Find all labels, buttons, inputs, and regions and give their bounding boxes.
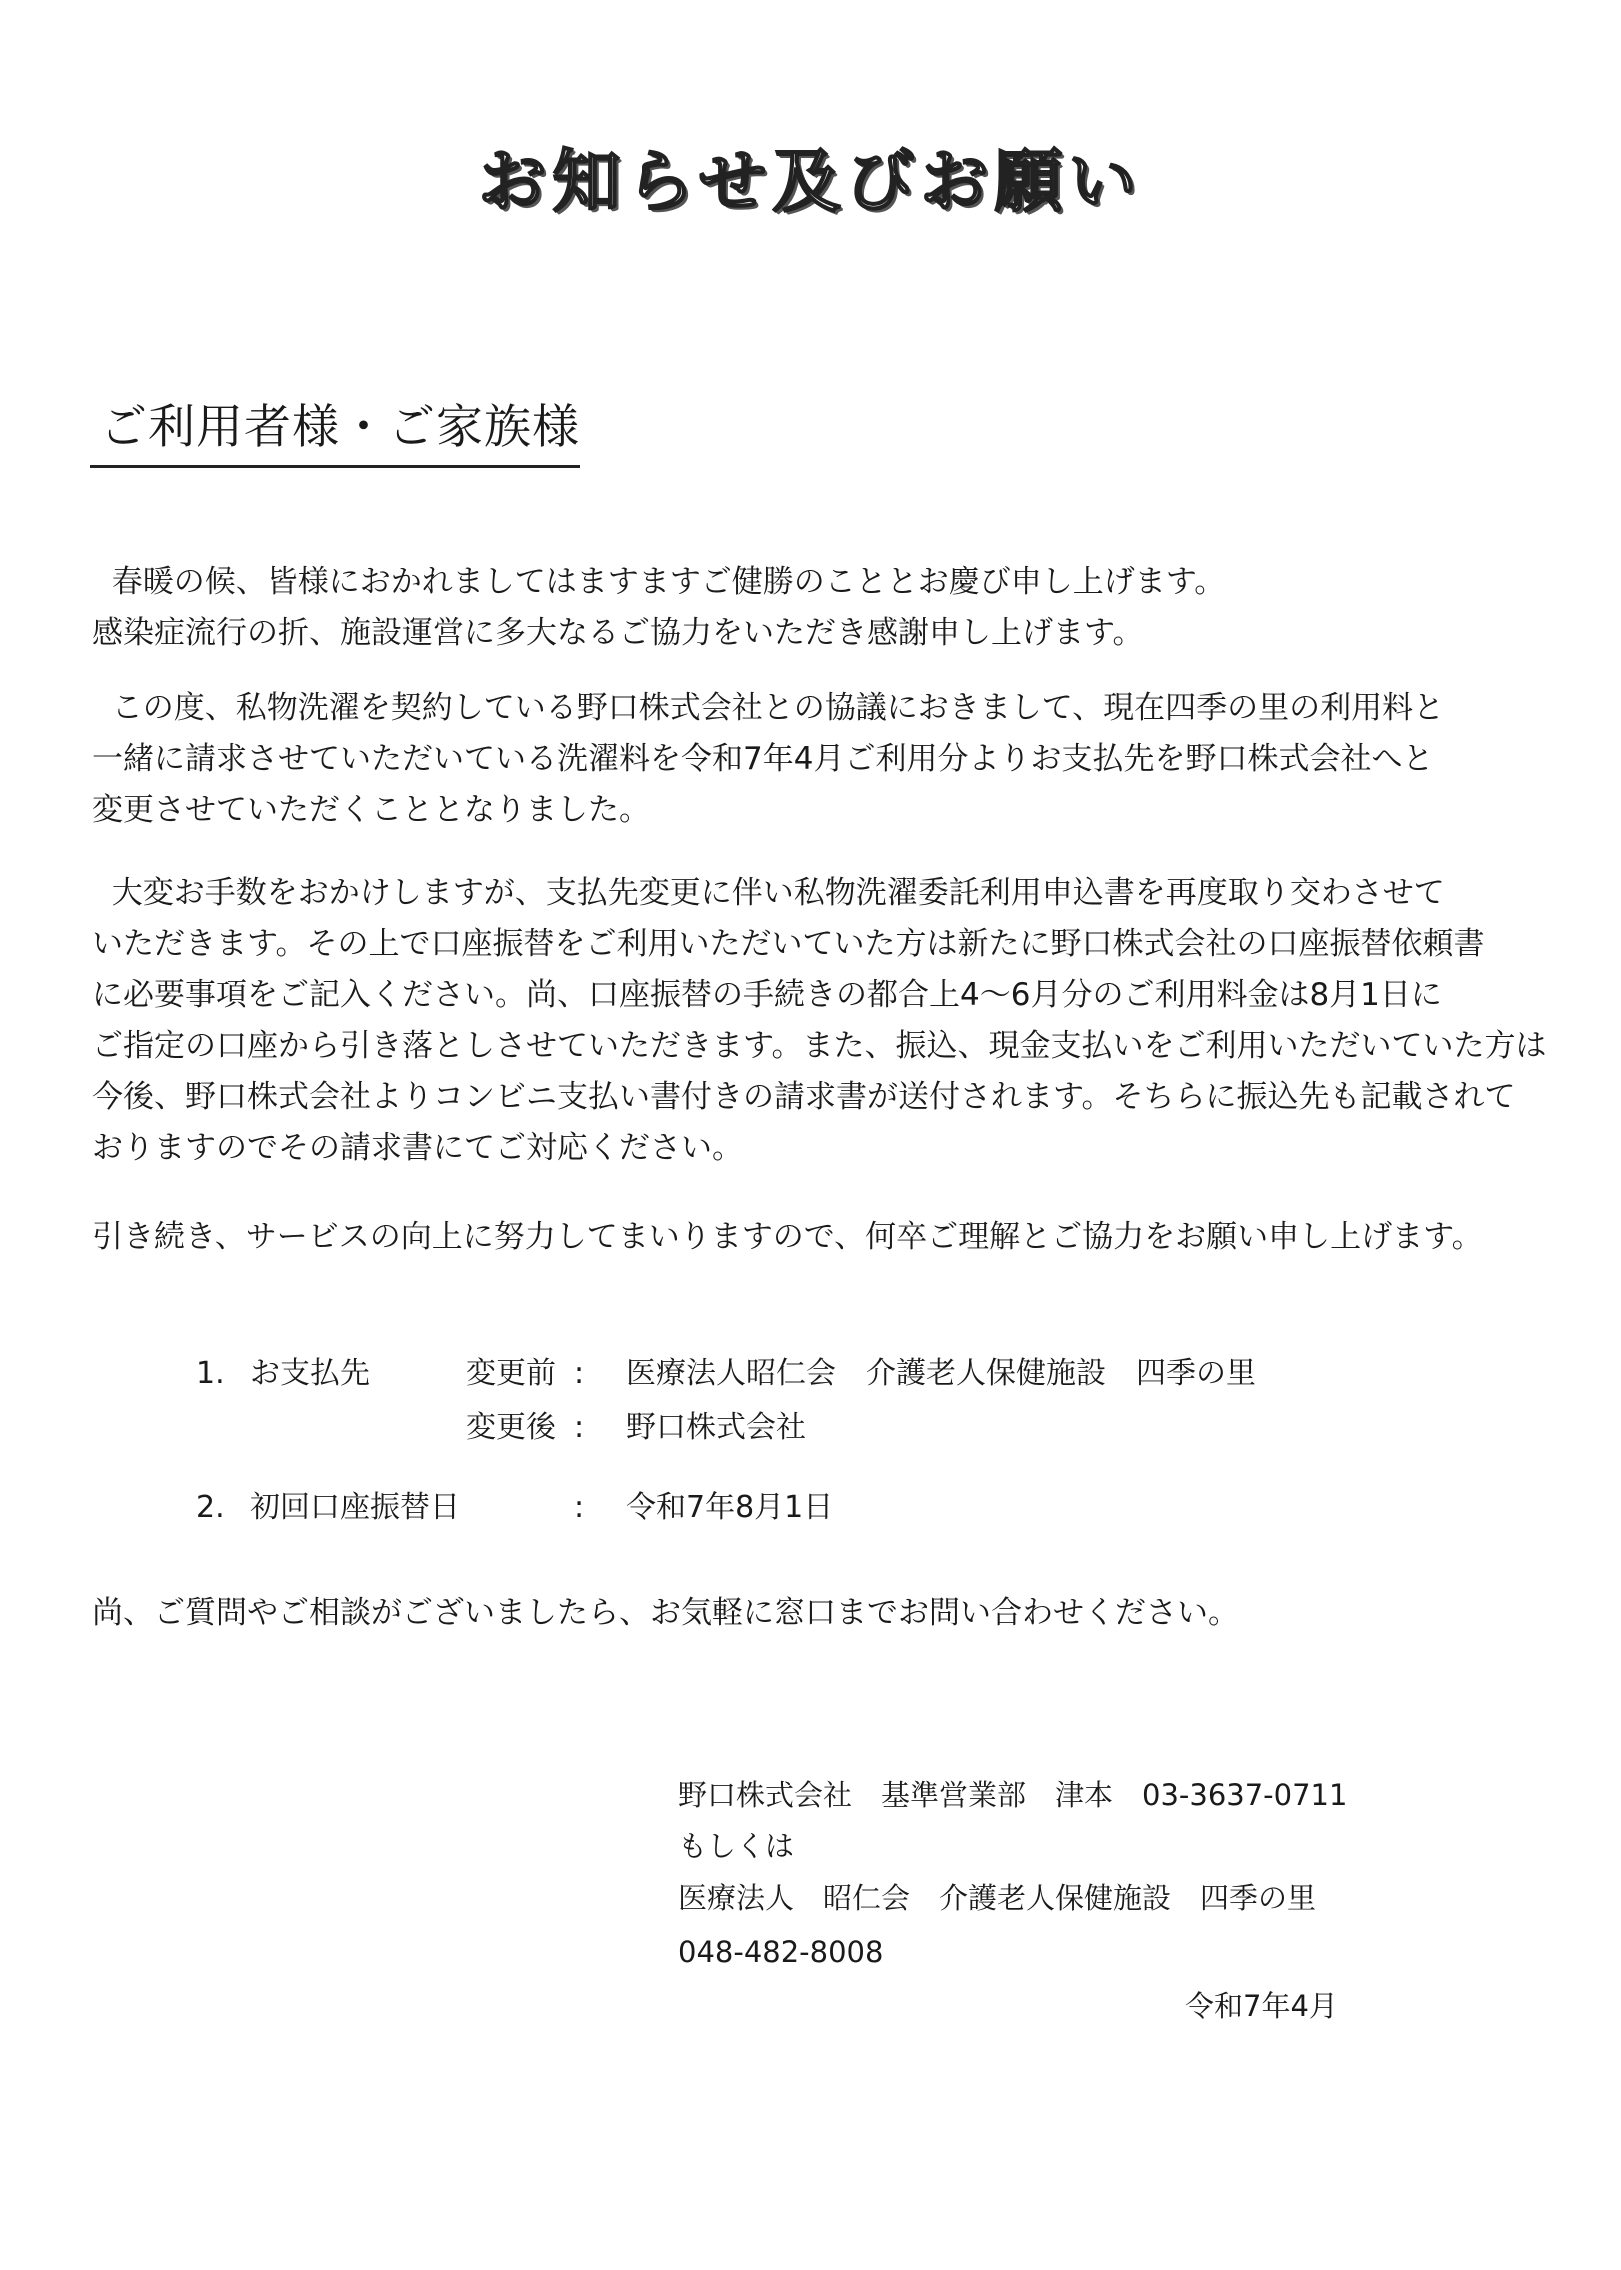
item1-before-label: 変更前 <box>466 1356 556 1391</box>
closing-line: 尚、ご質問やご相談がございましたら、お気軽に窓口までお問い合わせください。 <box>92 1595 1239 1631</box>
change-notice-paragraph: この度、私物洗濯を契約している野口株式会社との協議におきまして、現在四季の里の利用料と 一緒に請求させていただいている洗濯料を令和7年4月ご利用分よりお支払先を野口株式会社へと 変更させていただくこととなりました。 <box>92 690 1445 828</box>
item1-after-value: 野口株式会社 <box>626 1410 806 1445</box>
contact-or-line: もしくは <box>678 1829 795 1863</box>
issue-date: 令和7年4月 <box>1185 1989 1338 2023</box>
item1-before-colon: : <box>574 1356 585 1391</box>
addressee-heading: ご利用者様・ご家族様 <box>90 390 580 468</box>
item1-after-colon: : <box>574 1410 585 1445</box>
appreciation-paragraph: 引き続き、サービスの向上に努力してまいりますので、何卒ご理解とご協力をお願い申し上げます。 <box>92 1219 1483 1255</box>
item2-value: 令和7年8月1日 <box>626 1490 834 1525</box>
item2-colon: : <box>574 1490 585 1525</box>
item1-before-value: 医療法人昭仁会 介護老人保健施設 四季の里 <box>626 1356 1256 1391</box>
document-title: お知らせ及びお願い <box>478 143 1143 222</box>
item1-after-label: 変更後 <box>466 1410 556 1445</box>
item1-label: お支払先 <box>250 1356 370 1391</box>
item2-label: 初回口座振替日 <box>250 1490 460 1525</box>
procedure-paragraph: 大変お手数をおかけしますが、支払先変更に伴い私物洗濯委託利用申込書を再度取り交わさせて いただきます。その上で口座振替をご利用いただいていた方は新たに野口株式会社の口座振替依頼書 に必要事項をご記入ください。尚、口座振替の手続きの都合上4～6月分のご利用料金は8月1日に ご指定の口座から引き落としさせていただきます。また、振込、現金支払いをご利用いただいていた方は 今後、野口株式会社よりコンビニ支払い書付きの請求書が送付されます。そちらに振込先も記載されて おりますのでその請求書にてご対応ください。 <box>92 875 1547 1166</box>
greeting-paragraph: 春暖の候、皆様におかれましてはますますご健勝のこととお慶び申し上げます。 感染症流行の折、施設運営に多大なるご協力をいただき感謝申し上げます。 <box>92 564 1226 651</box>
contact-company-line: 野口株式会社 基準営業部 津本 03-3637-0711 <box>678 1778 1348 1812</box>
contact-facility-line: 医療法人 昭仁会 介護老人保健施設 四季の里 <box>678 1881 1317 1915</box>
contact-phone-line: 048-482-8008 <box>678 1935 884 1969</box>
item2-number: 2. <box>196 1490 225 1525</box>
item1-number: 1. <box>196 1356 225 1391</box>
